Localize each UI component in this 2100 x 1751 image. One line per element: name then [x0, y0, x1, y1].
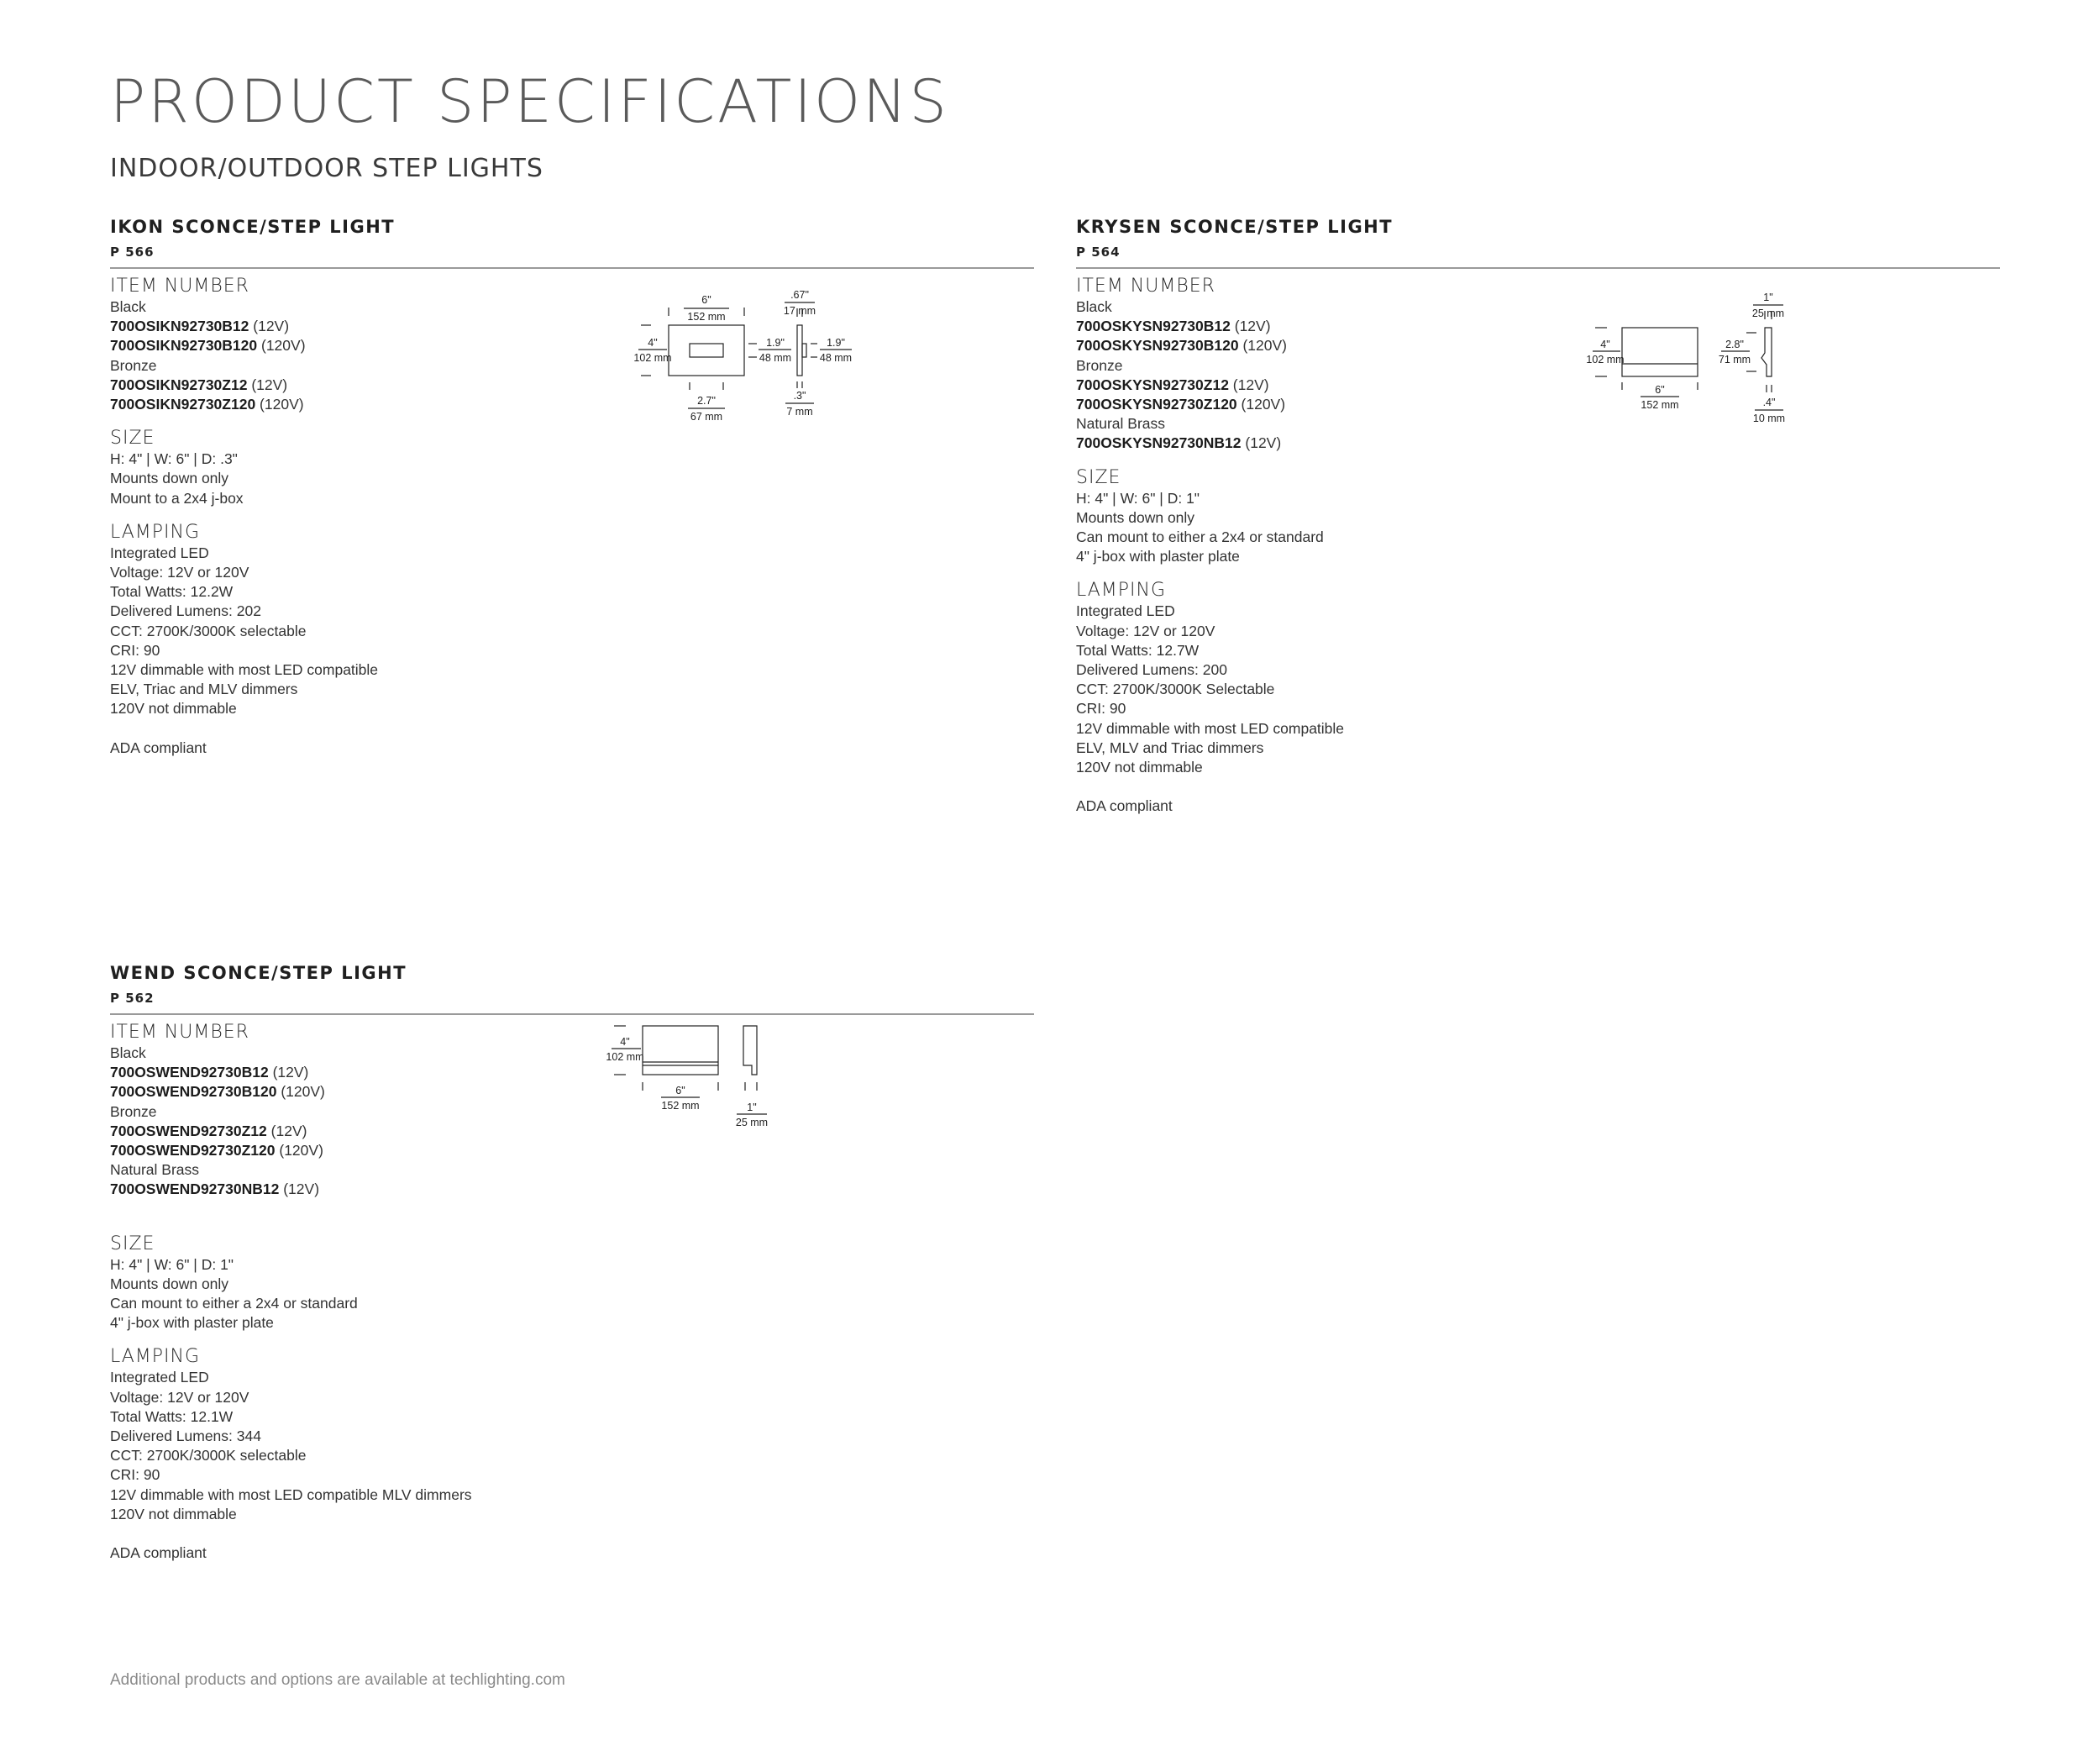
lamping-heading: LAMPING — [1076, 580, 1167, 602]
item-code-row — [1076, 336, 1344, 355]
dim-lens-height-in: 1.9" — [766, 337, 785, 349]
dim-side-height-mm: 48 mm — [819, 352, 853, 364]
size-line: 4" j-box with plaster plate — [110, 1314, 274, 1332]
finish-label: Bronze — [110, 356, 157, 374]
dim-depth-in: .3" — [793, 390, 806, 402]
item-code: 700OSIKN92730B12 — [110, 318, 249, 335]
dim-depth-bottom-in: .4" — [1762, 397, 1776, 408]
ikon-dimension-drawing — [589, 277, 908, 429]
ada-note: ADA compliant — [110, 1544, 207, 1562]
lamping-line: 120V not dimmable — [110, 700, 237, 718]
item-voltage: (12V) — [270, 1122, 307, 1139]
spec-column — [1076, 276, 1344, 817]
item-code-row — [110, 1063, 472, 1082]
lamping-line: CCT: 2700K/3000K selectable — [110, 1447, 307, 1464]
dim-depth-bottom-mm: 10 mm — [1752, 413, 1786, 424]
item-code-row — [1076, 376, 1344, 395]
finish-label: Black — [110, 1044, 146, 1061]
item-voltage: (120V) — [260, 396, 304, 413]
size-line: Can mount to either a 2x4 or standard — [1076, 528, 1324, 546]
section-divider — [1076, 267, 2000, 269]
item-code: 700OSIKN92730B120 — [110, 337, 258, 355]
item-code-row — [110, 1180, 472, 1199]
ada-note: ADA compliant — [110, 739, 207, 756]
lamping-line: 12V dimmable with most LED compatible MLV dimmers — [110, 1485, 472, 1503]
dim-depth-top-mm: 25 mm — [1751, 308, 1785, 319]
dim-depth-in: 1" — [747, 1102, 757, 1113]
item-code: 700OSWEND92730NB12 — [110, 1180, 280, 1198]
product-ikon — [110, 217, 1034, 756]
item-number-heading: ITEM NUMBER — [110, 1022, 249, 1043]
dim-side-height-mm: 71 mm — [1718, 354, 1751, 365]
dim-width-mm: 152 mm — [1641, 399, 1679, 411]
size-line: Mount to a 2x4 j-box — [110, 489, 244, 507]
lamping-line: Delivered Lumens: 344 — [110, 1428, 261, 1445]
side-outline — [797, 325, 802, 376]
footer-note: Additional products and options are available at techlighting.com — [110, 1671, 565, 1689]
product-page-ref: P 564 — [1076, 245, 1121, 260]
lamping-line: CRI: 90 — [110, 641, 160, 659]
side-outline — [1761, 328, 1772, 376]
dim-height-mm: 102 mm — [633, 352, 672, 364]
lamping-line: CRI: 90 — [110, 1466, 160, 1484]
item-voltage: (120V) — [1241, 396, 1286, 413]
dim-lens-width-in: 2.7" — [697, 395, 716, 407]
item-code-row — [110, 336, 378, 355]
dim-width-in: 6" — [675, 1085, 685, 1096]
ada-note: ADA compliant — [1076, 797, 1173, 815]
lamping-line: CCT: 2700K/3000K Selectable — [1076, 681, 1275, 698]
item-code-row — [110, 1122, 472, 1141]
dim-lens-width-mm: 67 mm — [690, 411, 723, 423]
wend-dimension-drawing — [589, 1015, 807, 1149]
item-code: 700OSKYSN92730Z120 — [1076, 396, 1237, 413]
item-code: 700OSWEND92730B120 — [110, 1083, 277, 1101]
lamping-line: Voltage: 12V or 120V — [1076, 622, 1215, 639]
item-number-heading: ITEM NUMBER — [1076, 276, 1215, 297]
lamping-line: ELV, Triac and MLV dimmers — [110, 681, 298, 698]
item-voltage: (12V) — [1232, 376, 1269, 393]
lamping-line: Total Watts: 12.2W — [110, 583, 234, 601]
size-line: H: 4" | W: 6" | D: .3" — [110, 450, 238, 468]
size-heading: SIZE — [110, 1233, 155, 1254]
section-divider — [110, 1013, 1034, 1015]
item-voltage: (120V) — [281, 1083, 325, 1101]
dim-height-in: 4" — [648, 337, 658, 349]
item-code-row — [1076, 317, 1344, 336]
dim-side-height-in: 1.9" — [827, 337, 845, 349]
section-divider — [110, 267, 1034, 269]
item-voltage: (12V) — [272, 1064, 309, 1081]
dim-depth-mm: 7 mm — [786, 406, 813, 418]
item-voltage: (12V) — [1234, 318, 1271, 335]
dim-width-mm: 152 mm — [661, 1100, 700, 1112]
lamping-line: Integrated LED — [110, 544, 209, 561]
product-name: KRYSEN SCONCE/STEP LIGHT — [1076, 217, 1394, 237]
size-heading: SIZE — [1076, 466, 1121, 488]
dim-width-in: 6" — [1655, 384, 1665, 396]
item-code-row — [1076, 434, 1344, 453]
lamping-line: Voltage: 12V or 120V — [110, 1388, 249, 1406]
product-name: WEND SCONCE/STEP LIGHT — [110, 963, 407, 983]
item-code-row — [110, 395, 378, 414]
size-line: Mounts down only — [1076, 508, 1195, 526]
lamping-line: 12V dimmable with most LED compatible — [1076, 719, 1345, 737]
dim-side-height-in: 2.8" — [1725, 339, 1744, 350]
lamping-heading: LAMPING — [110, 521, 201, 543]
lamping-line: CRI: 90 — [1076, 700, 1126, 718]
item-voltage: (12V) — [283, 1180, 320, 1198]
lamping-heading: LAMPING — [110, 1346, 201, 1368]
front-outline — [643, 1026, 718, 1075]
dim-width-in: 6" — [701, 294, 711, 306]
item-code: 700OSKYSN92730B120 — [1076, 337, 1239, 355]
item-voltage: (12V) — [1245, 434, 1282, 452]
front-outline — [1622, 328, 1698, 376]
size-line: 4" j-box with plaster plate — [1076, 548, 1240, 565]
product-name: IKON SCONCE/STEP LIGHT — [110, 217, 396, 237]
product-page-ref: P 566 — [110, 245, 155, 260]
dim-width-mm: 152 mm — [687, 311, 726, 323]
side-lens — [802, 344, 806, 357]
item-code-row — [110, 1082, 472, 1102]
dim-height-mm: 102 mm — [606, 1051, 644, 1063]
item-voltage: (120V) — [279, 1142, 323, 1159]
item-code-row — [110, 317, 378, 336]
finish-label: Bronze — [1076, 356, 1123, 374]
item-voltage: (12V) — [253, 318, 290, 335]
item-code-row — [1076, 395, 1344, 414]
lamping-line: Delivered Lumens: 202 — [110, 602, 261, 620]
lamping-line: Total Watts: 12.7W — [1076, 641, 1200, 659]
item-code: 700OSKYSN92730NB12 — [1076, 434, 1242, 452]
spec-column — [110, 276, 378, 758]
front-outline — [669, 325, 744, 376]
lamping-line: 12V dimmable with most LED compatible — [110, 661, 379, 679]
item-code: 700OSWEND92730Z12 — [110, 1122, 267, 1139]
size-line: Mounts down only — [110, 1275, 229, 1292]
lamping-line: ELV, MLV and Triac dimmers — [1076, 739, 1264, 756]
item-number-heading: ITEM NUMBER — [110, 276, 249, 297]
page-title: PRODUCT SPECIFICATIONS — [110, 67, 949, 136]
lamping-line: 120V not dimmable — [110, 1505, 237, 1522]
dim-height-mm: 102 mm — [1586, 354, 1625, 365]
dim-side-top-mm: 17 mm — [783, 305, 816, 317]
dim-height-in: 4" — [620, 1036, 630, 1048]
dim-side-top-in: .67" — [790, 289, 809, 301]
size-heading: SIZE — [110, 428, 155, 450]
lamping-line: Integrated LED — [1076, 602, 1175, 620]
size-line: H: 4" | W: 6" | D: 1" — [110, 1255, 234, 1273]
lamping-line: Integrated LED — [110, 1369, 209, 1386]
finish-label: Bronze — [110, 1102, 157, 1120]
item-code: 700OSKYSN92730B12 — [1076, 318, 1231, 335]
size-line: Mounts down only — [110, 470, 229, 487]
size-line: Can mount to either a 2x4 or standard — [110, 1295, 358, 1312]
item-code: 700OSKYSN92730Z12 — [1076, 376, 1229, 393]
lamping-line: Voltage: 12V or 120V — [110, 564, 249, 581]
dim-lens-height-mm: 48 mm — [759, 352, 792, 364]
dim-depth-mm: 25 mm — [735, 1117, 769, 1128]
item-code: 700OSWEND92730B12 — [110, 1064, 269, 1081]
product-page-ref: P 562 — [110, 991, 155, 1006]
item-voltage: (120V) — [1242, 337, 1288, 355]
item-code-row — [110, 376, 378, 395]
krysen-dimension-drawing — [1555, 277, 1824, 445]
finish-label: Natural Brass — [1076, 415, 1166, 433]
lamping-line: CCT: 2700K/3000K selectable — [110, 622, 307, 639]
lamping-line: Delivered Lumens: 200 — [1076, 661, 1227, 679]
finish-label: Black — [1076, 298, 1112, 315]
lamping-line: 120V not dimmable — [1076, 759, 1203, 776]
item-code-row — [110, 1141, 472, 1160]
item-code: 700OSWEND92730Z120 — [110, 1142, 276, 1159]
dim-height-in: 4" — [1600, 339, 1610, 350]
finish-label: Black — [110, 298, 146, 315]
dim-depth-top-in: 1" — [1763, 292, 1773, 303]
lamping-line: Total Watts: 12.1W — [110, 1407, 234, 1425]
item-code: 700OSIKN92730Z120 — [110, 396, 256, 413]
item-code: 700OSIKN92730Z12 — [110, 376, 248, 393]
product-wend — [110, 963, 1034, 1562]
item-voltage: (12V) — [251, 376, 288, 393]
item-voltage: (120V) — [261, 337, 306, 355]
page-subtitle: INDOOR/OUTDOOR STEP LIGHTS — [110, 154, 543, 183]
product-krysen — [1076, 217, 2000, 815]
size-line: H: 4" | W: 6" | D: 1" — [1076, 489, 1200, 507]
side-outline — [743, 1026, 757, 1075]
finish-label: Natural Brass — [110, 1161, 200, 1179]
lens-outline — [690, 344, 723, 357]
spec-column — [110, 1022, 472, 1563]
